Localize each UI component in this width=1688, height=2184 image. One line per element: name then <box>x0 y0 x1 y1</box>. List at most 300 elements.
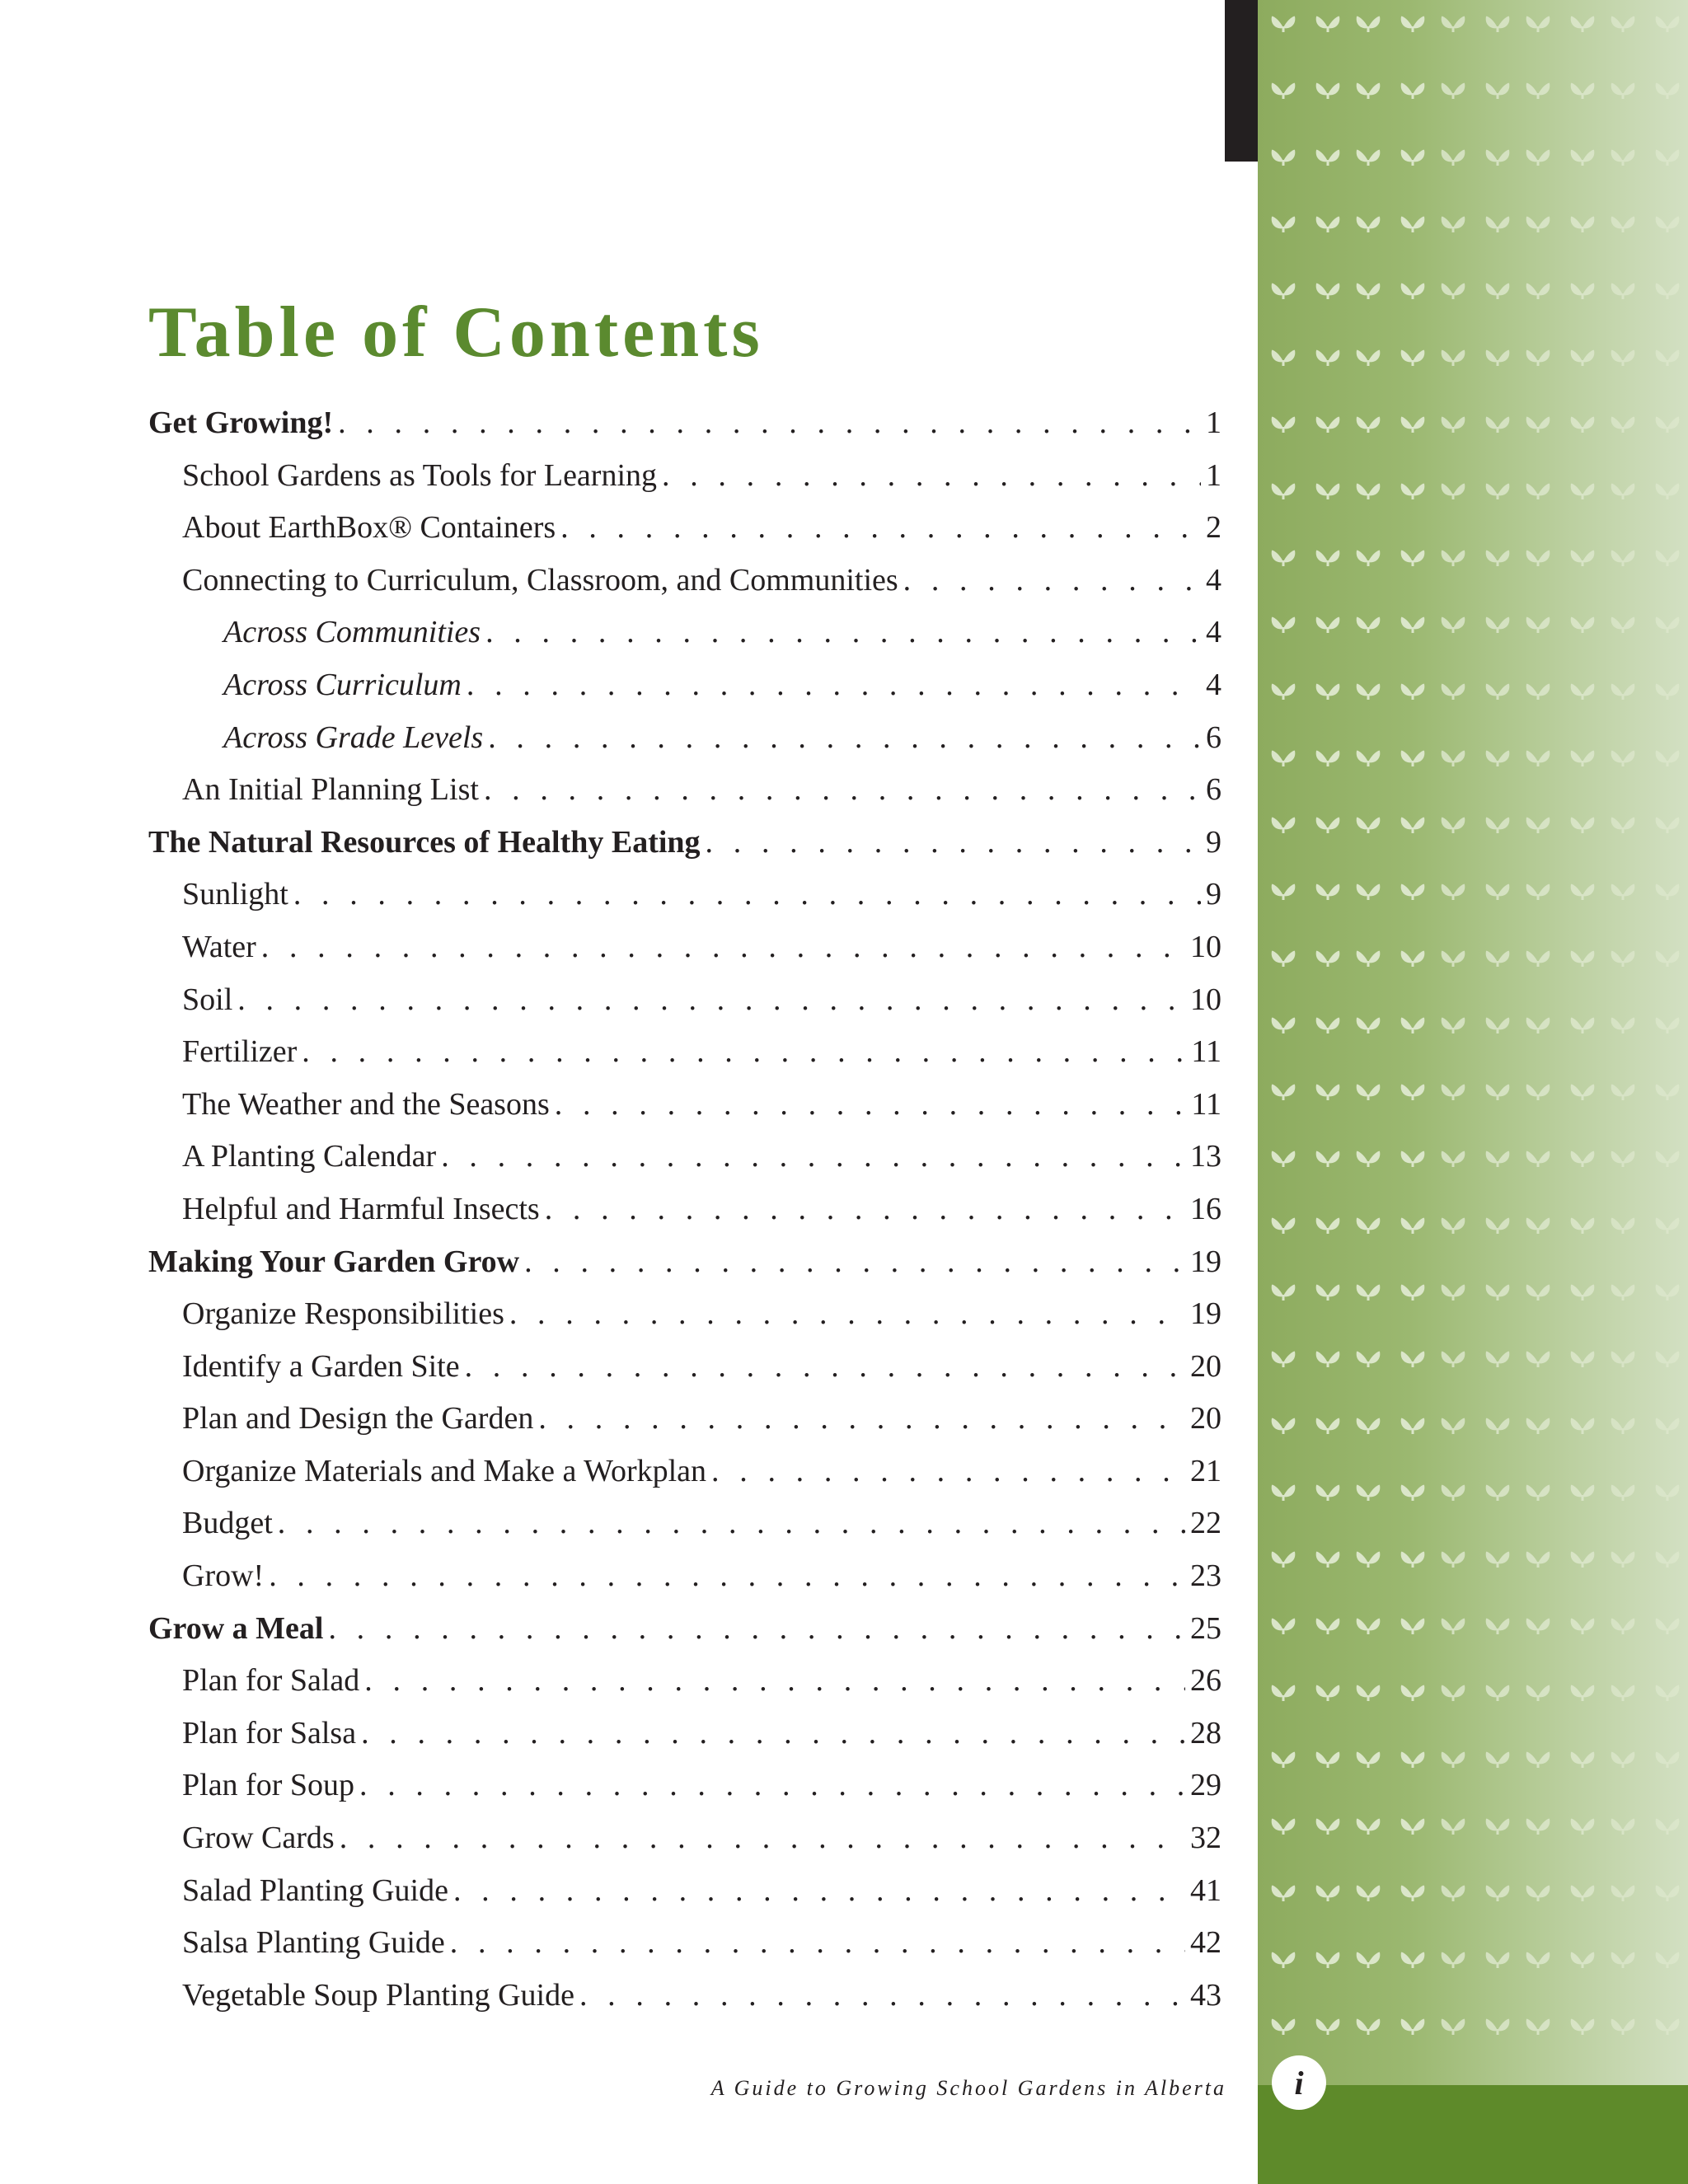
toc-entry-page: 19 <box>1190 1296 1221 1332</box>
leaf-icon <box>1611 284 1635 299</box>
leaf-icon <box>1316 1952 1340 1968</box>
leaf-icon <box>1272 484 1296 499</box>
leaf-icon <box>1401 484 1425 499</box>
toc-entry-page: 13 <box>1190 1139 1221 1174</box>
leaf-icon <box>1571 1151 1595 1167</box>
leaf-icon <box>1442 617 1465 633</box>
dot-leader <box>509 1296 1185 1332</box>
leaf-icon <box>1442 1819 1465 1835</box>
leaf-icon <box>1357 1151 1381 1167</box>
leaf-icon <box>1272 417 1296 433</box>
leaf-icon <box>1611 484 1635 499</box>
leaf-icon <box>1401 1418 1425 1434</box>
leaf-icon <box>1611 350 1635 366</box>
leaf-icon <box>1656 1886 1680 1901</box>
leaf-icon <box>1486 1619 1510 1634</box>
leaf-icon <box>1526 1752 1550 1768</box>
toc-entry[interactable] <box>148 1715 1221 1768</box>
leaf-icon <box>1611 1085 1635 1100</box>
leaf-icon <box>1316 684 1340 700</box>
toc-entry[interactable] <box>148 667 1221 719</box>
leaf-icon <box>1611 1285 1635 1301</box>
leaf-icon <box>1571 1752 1595 1768</box>
leaf-icon <box>1442 284 1465 299</box>
toc-entry[interactable] <box>148 824 1221 877</box>
leaf-icon <box>1486 751 1510 766</box>
leaf-icon <box>1611 751 1635 766</box>
leaf-icon <box>1571 551 1595 566</box>
leaf-icon <box>1526 150 1550 166</box>
leaf-icon <box>1526 1285 1550 1301</box>
dot-leader <box>903 562 1201 598</box>
toc-entry-label: Across Grade Levels <box>223 719 484 755</box>
leaf-icon <box>1611 2019 1635 2035</box>
dot-leader <box>484 771 1201 808</box>
dot-leader <box>278 1505 1185 1541</box>
leaf-icon <box>1316 1418 1340 1434</box>
leaf-icon <box>1656 16 1680 32</box>
leaf-icon <box>1401 150 1425 166</box>
leaf-icon <box>1571 83 1595 99</box>
dot-leader <box>361 1715 1185 1751</box>
leaf-icon <box>1316 284 1340 299</box>
leaf-icon <box>1357 16 1381 32</box>
leaf-icon <box>1611 16 1635 32</box>
leaf-icon <box>1486 1418 1510 1434</box>
leaf-icon <box>1357 1819 1381 1835</box>
toc-entry[interactable] <box>148 876 1221 929</box>
leaf-icon <box>1357 1552 1381 1568</box>
leaf-icon <box>1526 2019 1550 2035</box>
leaf-icon <box>1401 1552 1425 1568</box>
leaf-icon <box>1571 1886 1595 1901</box>
leaf-icon <box>1316 951 1340 967</box>
leaf-icon <box>1486 1018 1510 1033</box>
leaf-icon <box>1442 417 1465 433</box>
leaf-icon <box>1656 1752 1680 1768</box>
leaf-icon <box>1656 1819 1680 1835</box>
toc-entry[interactable] <box>148 1453 1221 1506</box>
toc-entry-label: The Weather and the Seasons <box>182 1086 550 1122</box>
leaf-icon <box>1526 951 1550 967</box>
toc-entry-label: Soil <box>182 982 233 1017</box>
toc-entry-label: Plan for Salsa <box>182 1715 357 1750</box>
leaf-icon <box>1442 1552 1465 1568</box>
toc-entry-page: 9 <box>1206 877 1221 912</box>
toc-entry-page: 25 <box>1190 1610 1221 1646</box>
dot-leader <box>441 1138 1185 1174</box>
leaf-icon <box>1571 751 1595 766</box>
toc-entry[interactable] <box>148 1244 1221 1296</box>
leaf-icon <box>1401 1886 1425 1901</box>
leaf-icon <box>1401 1018 1425 1033</box>
leaf-icon <box>1486 1819 1510 1835</box>
toc-entry[interactable] <box>148 1977 1221 2030</box>
leaf-icon <box>1526 1085 1550 1100</box>
leaf-icon <box>1357 1085 1381 1100</box>
leaf-icon <box>1357 1619 1381 1634</box>
leaf-icon <box>1526 284 1550 299</box>
dot-leader <box>364 1662 1185 1699</box>
toc-entry[interactable] <box>148 1191 1221 1244</box>
leaf-icon <box>1272 2019 1296 2035</box>
dot-leader <box>302 1033 1186 1070</box>
leaf-icon <box>1526 751 1550 766</box>
leaf-icon <box>1316 617 1340 633</box>
leaf-icon <box>1611 83 1635 99</box>
leaf-icon <box>1571 1819 1595 1835</box>
toc-entry-label: Across Curriculum <box>223 667 462 702</box>
toc-entry[interactable] <box>148 1820 1221 1872</box>
toc-entry[interactable] <box>148 1767 1221 1820</box>
leaf-icon <box>1442 1886 1465 1901</box>
leaf-icon <box>1442 1752 1465 1768</box>
leaf-icon <box>1526 1418 1550 1434</box>
leaf-icon <box>1571 1619 1595 1634</box>
leaf-icon <box>1316 1151 1340 1167</box>
leaf-icon <box>1316 417 1340 433</box>
toc-entry-label: Grow Cards <box>182 1821 335 1856</box>
leaf-icon <box>1401 951 1425 967</box>
leaf-icon <box>1486 1285 1510 1301</box>
leaf-icon <box>1316 1886 1340 1901</box>
leaf-icon <box>1357 1886 1381 1901</box>
leaf-icon <box>1272 751 1296 766</box>
leaf-icon <box>1272 951 1296 967</box>
leaf-icon <box>1611 818 1635 833</box>
leaf-icon <box>1656 150 1680 166</box>
leaf-icon <box>1316 1352 1340 1367</box>
leaf-icon <box>1526 217 1550 232</box>
leaf-icon <box>1526 684 1550 700</box>
leaf-icon <box>1526 1886 1550 1901</box>
leaf-icon <box>1486 1952 1510 1968</box>
toc-entry[interactable] <box>148 1924 1221 1977</box>
toc-entry[interactable] <box>148 1505 1221 1558</box>
leaf-icon <box>1571 217 1595 232</box>
leaf-icon <box>1272 551 1296 566</box>
leaf-icon <box>1571 1952 1595 1968</box>
toc-entry-label: Identify a Garden Site <box>182 1348 460 1384</box>
leaf-icon <box>1611 1619 1635 1634</box>
leaf-icon <box>1401 16 1425 32</box>
leaf-icon <box>1272 1018 1296 1033</box>
leaf-icon <box>1272 1952 1296 1968</box>
leaf-icon <box>1656 1685 1680 1701</box>
leaf-icon <box>1526 484 1550 499</box>
toc-entry-page: 4 <box>1206 562 1221 598</box>
toc-entry-label: A Planting Calendar <box>182 1139 437 1174</box>
leaf-icon <box>1357 1218 1381 1234</box>
toc-entry-label: School Gardens as Tools for Learning <box>182 457 658 493</box>
leaf-icon <box>1442 684 1465 700</box>
footer-text: A Guide to Growing School Gardens in Alberta <box>710 2076 1226 2100</box>
leaf-icon <box>1401 1952 1425 1968</box>
leaf-icon <box>1611 1352 1635 1367</box>
toc-entry-page: 41 <box>1190 1872 1221 1908</box>
leaf-icon <box>1526 1151 1550 1167</box>
toc-entry-page: 20 <box>1190 1348 1221 1384</box>
leaf-icon <box>1442 1085 1465 1100</box>
toc-entry[interactable] <box>148 719 1221 772</box>
toc-entry-page: 43 <box>1190 1977 1221 2013</box>
toc-entry[interactable] <box>148 1033 1221 1086</box>
leaf-icon <box>1571 1552 1595 1568</box>
toc-entry[interactable] <box>148 1558 1221 1610</box>
leaf-icon <box>1571 1685 1595 1701</box>
leaf-icon <box>1611 217 1635 232</box>
leaf-icon <box>1401 1151 1425 1167</box>
bottom-green-band <box>1258 2085 1688 2184</box>
toc-entry-label: Salsa Planting Guide <box>182 1925 445 1961</box>
leaf-icon <box>1656 1218 1680 1234</box>
leaf-icon <box>1401 217 1425 232</box>
leaf-icon <box>1486 350 1510 366</box>
leaf-icon <box>1611 684 1635 700</box>
leaf-icon <box>1401 350 1425 366</box>
toc-entry-page: 20 <box>1190 1401 1221 1436</box>
toc-entry[interactable] <box>148 562 1221 615</box>
toc-entry[interactable] <box>148 1296 1221 1348</box>
dot-leader <box>467 667 1201 703</box>
leaf-icon <box>1656 2019 1680 2035</box>
leaf-icon <box>1571 1485 1595 1501</box>
toc-entry[interactable] <box>148 1400 1221 1453</box>
leaf-icon <box>1272 284 1296 299</box>
leaf-icon <box>1611 150 1635 166</box>
toc-entry[interactable] <box>148 1138 1221 1191</box>
toc-entry[interactable] <box>148 1610 1221 1663</box>
dot-leader <box>340 1820 1185 1856</box>
toc-entry-label: Fertilizer <box>182 1034 298 1070</box>
leaf-icon <box>1486 284 1510 299</box>
leaf-icon <box>1272 217 1296 232</box>
dot-leader <box>450 1924 1185 1961</box>
toc-entry-label: Connecting to Curriculum, Classroom, and Communities <box>182 562 898 598</box>
leaf-icon <box>1442 751 1465 766</box>
toc-entry-page: 23 <box>1190 1558 1221 1594</box>
leaf-icon <box>1442 1352 1465 1367</box>
leaf-icon <box>1571 150 1595 166</box>
toc-entry[interactable] <box>148 614 1221 667</box>
leaf-icon <box>1571 818 1595 833</box>
toc-entry-page: 19 <box>1190 1244 1221 1279</box>
leaf-icon <box>1442 551 1465 566</box>
leaf-icon <box>1316 818 1340 833</box>
leaf-icon <box>1611 617 1635 633</box>
toc-entry[interactable] <box>148 982 1221 1034</box>
leaf-icon <box>1656 751 1680 766</box>
toc-entry[interactable] <box>148 1662 1221 1715</box>
leaf-icon <box>1316 16 1340 32</box>
leaf-icon <box>1357 951 1381 967</box>
leaf-icon <box>1571 684 1595 700</box>
leaf-icon <box>1272 1552 1296 1568</box>
toc-entry-label: Across Communities <box>223 615 481 650</box>
leaf-icon <box>1526 1685 1550 1701</box>
leaf-icon <box>1611 1218 1635 1234</box>
leaf-icon <box>1656 1018 1680 1033</box>
toc-entry-page: 2 <box>1206 510 1221 546</box>
leaf-icon <box>1316 83 1340 99</box>
leaf-icon <box>1526 884 1550 900</box>
toc-entry-page: 16 <box>1190 1191 1221 1226</box>
leaf-icon <box>1401 1819 1425 1835</box>
page-title: Table of Contents <box>148 293 764 373</box>
leaf-icon <box>1401 1285 1425 1301</box>
leaf-icon <box>1442 1151 1465 1167</box>
leaf-icon <box>1486 417 1510 433</box>
dot-leader <box>706 824 1201 860</box>
leaf-icon <box>1316 484 1340 499</box>
dot-leader <box>293 876 1201 912</box>
leaf-icon <box>1571 1418 1595 1434</box>
dot-leader <box>662 457 1201 494</box>
leaf-icon <box>1442 350 1465 366</box>
leaf-icon <box>1316 1552 1340 1568</box>
leaf-icon <box>1401 1685 1425 1701</box>
leaf-icon <box>1442 1018 1465 1033</box>
dot-leader <box>465 1348 1185 1385</box>
toc-entry-label: Water <box>182 929 256 964</box>
leaf-icon <box>1571 1352 1595 1367</box>
leaf-icon <box>1272 1886 1296 1901</box>
leaf-icon <box>1357 1418 1381 1434</box>
toc-entry[interactable] <box>148 1348 1221 1401</box>
leaf-icon <box>1316 350 1340 366</box>
leaf-icon <box>1357 1285 1381 1301</box>
dot-leader <box>269 1558 1185 1594</box>
leaf-icon <box>1611 1552 1635 1568</box>
toc-entry[interactable] <box>148 509 1221 562</box>
leaf-icon <box>1442 2019 1465 2035</box>
leaf-icon <box>1611 1151 1635 1167</box>
toc-entry-page: 4 <box>1206 667 1221 702</box>
leaf-icon <box>1316 1819 1340 1835</box>
table-of-contents <box>148 405 1221 2029</box>
leaf-icon <box>1656 417 1680 433</box>
leaf-icon <box>1316 1285 1340 1301</box>
leaf-icon <box>1272 1352 1296 1367</box>
leaf-icon <box>1357 1352 1381 1367</box>
leaf-icon <box>1316 751 1340 766</box>
leaf-icon <box>1486 551 1510 566</box>
leaf-icon <box>1526 1485 1550 1501</box>
leaf-icon <box>1401 83 1425 99</box>
leaf-icon <box>1357 1752 1381 1768</box>
dot-leader <box>488 719 1201 756</box>
leaf-icon <box>1401 1485 1425 1501</box>
leaf-icon <box>1526 1352 1550 1367</box>
leaf-icon <box>1486 1151 1510 1167</box>
leaf-icon <box>1611 417 1635 433</box>
toc-entry-label: Grow! <box>182 1558 265 1594</box>
toc-entry[interactable] <box>148 1872 1221 1925</box>
toc-entry-page: 26 <box>1190 1663 1221 1699</box>
leaf-icon <box>1526 417 1550 433</box>
leaf-icon <box>1486 150 1510 166</box>
toc-entry[interactable] <box>148 457 1221 510</box>
toc-entry-page: 22 <box>1190 1506 1221 1541</box>
leaf-icon <box>1357 818 1381 833</box>
toc-entry[interactable] <box>148 771 1221 824</box>
page-number: i <box>1294 2064 1304 2102</box>
leaf-icon <box>1486 1085 1510 1100</box>
leaf-icon <box>1272 350 1296 366</box>
leaf-icon <box>1272 1819 1296 1835</box>
leaf-icon <box>1442 150 1465 166</box>
leaf-icon <box>1442 1952 1465 1968</box>
toc-entry-label: An Initial Planning List <box>182 772 479 808</box>
leaf-icon <box>1357 1485 1381 1501</box>
dot-leader <box>545 1191 1185 1227</box>
leaf-icon <box>1656 1552 1680 1568</box>
toc-entry-label: Get Growing! <box>148 405 334 440</box>
toc-entry-label: Grow a Meal <box>148 1610 324 1646</box>
leaf-icon <box>1486 1886 1510 1901</box>
leaf-icon <box>1656 617 1680 633</box>
leaf-icon <box>1442 1218 1465 1234</box>
dot-leader <box>711 1453 1185 1489</box>
leaf-icon <box>1357 551 1381 566</box>
leaf-icon <box>1442 884 1465 900</box>
leaf-icon <box>1442 951 1465 967</box>
leaf-icon <box>1571 884 1595 900</box>
leaf-icon <box>1526 617 1550 633</box>
leaf-icon <box>1486 16 1510 32</box>
leaf-icon <box>1571 1018 1595 1033</box>
toc-entry[interactable] <box>148 929 1221 982</box>
leaf-pattern <box>1258 0 1688 2085</box>
dot-leader <box>328 1610 1185 1647</box>
leaf-icon <box>1486 1485 1510 1501</box>
toc-entry-label: Budget <box>182 1506 273 1541</box>
leaf-icon <box>1611 1752 1635 1768</box>
leaf-icon <box>1571 617 1595 633</box>
leaf-icon <box>1442 1619 1465 1634</box>
toc-entry-page: 11 <box>1191 1034 1221 1070</box>
leaf-icon <box>1611 951 1635 967</box>
toc-entry[interactable] <box>148 405 1221 457</box>
leaf-icon <box>1656 551 1680 566</box>
leaf-icon <box>1442 16 1465 32</box>
leaf-icon <box>1486 83 1510 99</box>
leaf-icon <box>1401 818 1425 833</box>
dot-leader <box>555 1086 1187 1122</box>
toc-entry-label: Making Your Garden Grow <box>148 1244 520 1279</box>
leaf-icon <box>1571 1085 1595 1100</box>
leaf-icon <box>1401 684 1425 700</box>
leaf-icon <box>1571 16 1595 32</box>
leaf-icon <box>1526 1619 1550 1634</box>
leaf-icon <box>1401 1752 1425 1768</box>
leaf-icon <box>1486 2019 1510 2035</box>
leaf-icon <box>1357 417 1381 433</box>
toc-entry[interactable] <box>148 1086 1221 1139</box>
leaf-icon <box>1611 1418 1635 1434</box>
leaf-icon <box>1442 1685 1465 1701</box>
leaf-icon <box>1272 1752 1296 1768</box>
leaf-icon <box>1526 1218 1550 1234</box>
toc-entry-page: 29 <box>1190 1768 1221 1803</box>
leaf-icon <box>1656 951 1680 967</box>
leaf-icon <box>1526 818 1550 833</box>
leaf-icon <box>1401 1352 1425 1367</box>
leaf-icon <box>1611 884 1635 900</box>
dot-leader <box>560 509 1201 546</box>
leaf-icon <box>1486 1552 1510 1568</box>
dot-leader <box>338 405 1201 441</box>
